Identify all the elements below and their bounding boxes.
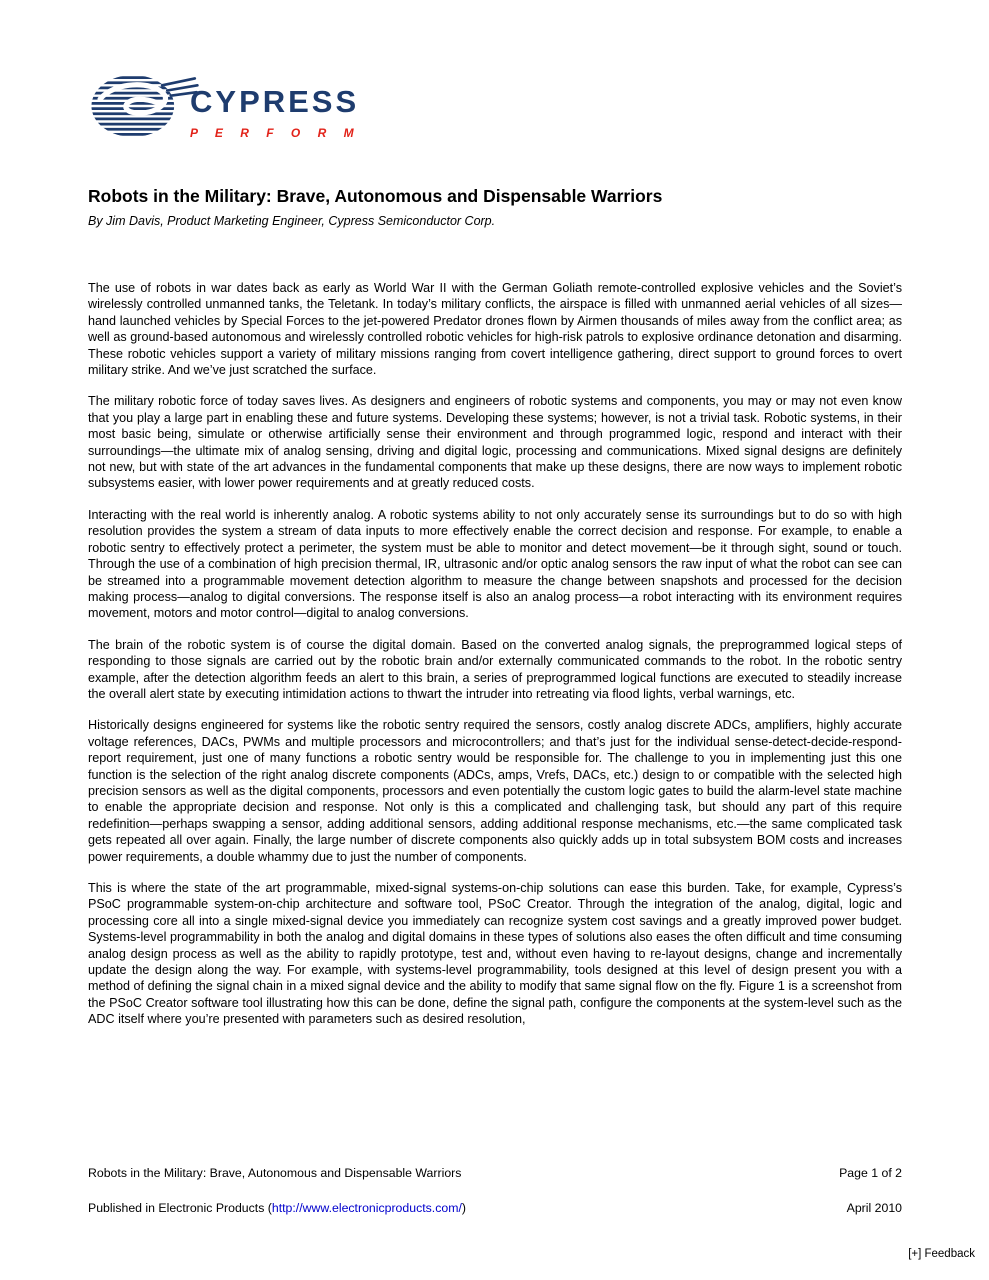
page-content	[88, 0, 902, 1043]
brand-name: CYPRESS	[190, 84, 360, 119]
published-prefix: Published in Electronic Products (	[88, 1201, 272, 1215]
body-paragraph-5: Historically designs engineered for systems like the robotic sentry required the sensors, costly analog discrete ADCs, amplifiers, highly accurate voltage references, DACs, PWMs and multiple processors and microcontrollers; and that’s just for the individual sense-detect-decide-respond-report requirement, just one of many functions a robotic sentry would be responsible for. The challenge to you in implementing just this one function is the selection of the right analog discrete components (ADCs, amps, Vrefs, DACs, etc.) design to or compatible with the selected high precision sensors as well as the digital components, processors and even potentially the custom logic gates to build the alarm-level state machine to enable the appropriate decision and response. Not only is this a complicated and challenging task, but should any part of this require redefinition—perhaps swapping a sensor, adding additional sensors, adding additional response mechanisms, etc.—the same complicated task gets repeated all over again. Finally, the large number of discrete components also quickly adds up in total subsystem BOM costs and increases power requirements, a double whammy due to just the number of components.	[88, 718, 902, 864]
body-paragraph-4: The brain of the robotic system is of course the digital domain. Based on the converted analog signals, the preprogrammed logical steps of responding to those signals are carried out by the robotic brain and/or externally communicated commands to the robot. In the robotic sentry example, after the detection algorithm feeds an alert to this brain, a series of preprogrammed logical functions are executed to steadily increase the overall alert state by executing intimidation actions to thwart the intruder into retreating via flood lights, verbal warnings, etc.	[88, 637, 902, 701]
body-paragraph-1: The use of robots in war dates back as early as World War II with the German Goliath remote-controlled explosive vehicles and the Soviet’s wirelessly controlled unmanned tanks, the Teletank. In today’s military conflicts, the airspace is filled with unmanned aerial vehicles of all sizes—hand launched vehicles by Special Forces to the jet-powered Predator drones flown by Airmen thousands of miles away from the conflict area; as well as ground-based autonomous and wirelessly controlled robotic vehicles for high-risk patrols to explosive ordinance detonation and disarming. These robotic vehicles support a variety of military missions ranging from covert intelligence gathering, direct support to ground forces to overt military strike. And we’ve just scratched the surface.	[88, 281, 902, 378]
page-title: Robots in the Military: Brave, Autonomous and Dispensable Warriors	[88, 186, 663, 206]
footer-date: April 2010	[846, 1201, 902, 1215]
cypress-logo	[88, 0, 902, 152]
footer-published-line	[88, 1201, 466, 1215]
body-paragraph-2: The military robotic force of today saves lives. As designers and engineers of robotic systems and components, you may or may not even know that you play a large part in enabling these and future systems. Developing these systems; however, is not a trivial task. Robotic systems, in their most basic being, simulate or otherwise artificially sense their environment and through programmed logic, respond and interact with their surroundings—the ultimate mix of analog sensing, driving and digital logic, processing and communications. Mixed signal designs are definitely not new, but with state of the art advances in the fundamental components that make up these designs, there are now ways to implement robotic subsystems easier, with lower power requirements and at greatly reduced costs.	[88, 394, 902, 491]
body-paragraph-6: This is where the state of the art programmable, mixed-signal systems-on-chip solutions can ease this burden. Take, for example, Cypress’s PSoC programmable system-on-chip architecture and software tool, PSoC Creator. Through the integration of the analog, digital, logic and processing core all into a single mixed-signal device you immediately can recognize system cost savings and a greatly improved power budget. Systems-level programmability in both the analog and digital domains in these types of solutions also eases the often difficult and time consuming analog design process as well as the ability to rapidly prototype, test and, without even having to re-layout designs, change and incrementally update the design along the way. For example, with systems-level programmability, tools designed at this level of design present you with a method of defining the signal chain in a mixed signal device and the ability to modify that same signal flow on the fly. Figure 1 is a screenshot from the PSoC Creator software tool illustrating how this can be done, define the signal path, configure the components at the system-level such as the ADC itself where you’re presented with parameters such as desired resolution,	[88, 881, 902, 1027]
globe-icon	[88, 60, 200, 152]
logo-wordmark	[190, 60, 365, 140]
footer-doc-title: Robots in the Military: Brave, Autonomous and Dispensable Warriors	[88, 1166, 462, 1180]
brand-tagline: P E R F O R M	[190, 126, 361, 140]
byline: By Jim Davis, Product Marketing Engineer, Cypress Semiconductor Corp.	[88, 214, 496, 228]
published-suffix: )	[461, 1201, 466, 1215]
page-footer	[88, 1166, 902, 1215]
body-paragraph-3: Interacting with the real world is inherently analog. A robotic systems ability to not only accurately sense its surroundings but to do so with high resolution provides the system a stream of data inputs to more effectively enable the correct decision and response. For example, to enable a robotic sentry to effectively protect a perimeter, the system must be able to monitor and detect movement—be it through sight, sound or touch. Through the use of a combination of high precision thermal, IR, ultrasonic and/or optic analog sensors the raw input of what the robot can see can be streamed into a programmable movement detection algorithm to measure the change between snapshots and processed for the decision making process—analog to digital conversions. The response itself is also an analog process—a robot interacting with its environment requires movement, motors and motor control—digital to analog conversions.	[88, 507, 902, 621]
feedback-link[interactable]: [+] Feedback	[908, 1248, 975, 1260]
footer-page-number: Page 1 of 2	[839, 1166, 902, 1180]
publisher-link[interactable]: http://www.electronicproducts.com/	[271, 1201, 462, 1215]
